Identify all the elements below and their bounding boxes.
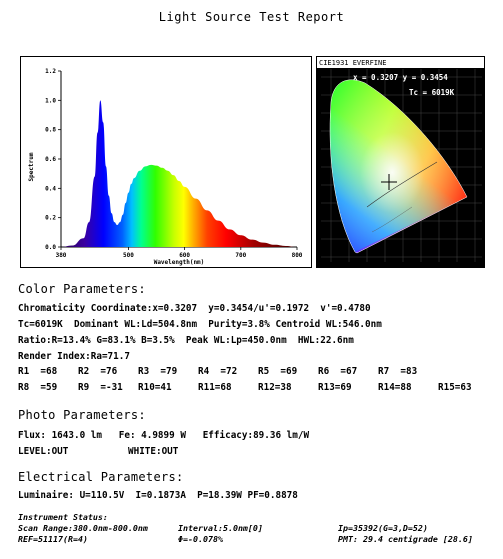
y-tick-label: 1.0 [45,97,56,105]
ri-value: R10=41 [138,382,172,393]
ri-value: R12=38 [258,382,292,393]
luminaire-line: Luminaire: U=110.5V I=0.1873A P=18.39W PF=0.8878 [18,490,298,501]
ri-value: R8 =59 [18,382,58,393]
y-tick-label: 0.8 [45,126,56,134]
level-status: LEVEL:OUT [18,446,69,457]
cie-gamut [317,57,484,267]
ratio-line: Ratio:R=13.4% G=83.1% B=3.5% Peak WL:Lp=450.0nm HWL:22.6nm [18,335,354,346]
y-tick-label: 1.2 [45,68,56,75]
cie-tc-text: Tc = 6019K [409,88,455,97]
instrument-status-heading: Instrument Status: [18,512,108,522]
ip-value: Ip=35392(G=3,D=52) [338,523,428,533]
render-index-line: Render Index:Ra=71.7 [18,351,130,362]
chromaticity-line: Chromaticity Coordinate:x=0.3207 y=0.3454/u'=0.1972 v'=0.4780 [18,303,371,314]
phi-value: Φ=-0.078% [178,534,223,544]
ri-value: R15=63 [438,382,472,393]
y-tick-label: 0.4 [45,185,56,193]
y-tick-label: 0.0 [45,244,56,251]
spectrum-area [61,100,297,247]
scan-range: Scan Range:380.0nm-800.0nm [18,523,148,533]
x-tick-label: 700 [235,252,247,259]
ri-value: R13=69 [318,382,352,393]
cie-coordinate-text: x = 0.3207 y = 0.3454 [353,73,448,82]
color-parameters-heading: Color Parameters: [18,282,146,296]
spectrum-chart-panel [20,56,312,268]
x-tick-label: 500 [123,252,134,259]
ri-value: R1 =68 [18,366,58,377]
y-tick-label: 0.6 [45,156,56,163]
cie-chart [317,57,484,267]
ri-value: R9 =-31 [78,382,123,393]
report-title: Light Source Test Report [158,10,345,24]
photo-parameters-heading: Photo Parameters: [18,408,146,422]
electrical-parameters-heading: Electrical Parameters: [18,470,184,484]
cie-chart-label: CIE1931 EVERFINE [319,59,387,67]
white-status: WHITE:OUT [128,446,179,457]
y-tick-label: 0.2 [45,214,56,222]
ri-value: R5 =69 [258,366,298,377]
ri-value: R11=68 [198,382,232,393]
cie-chart-panel [316,56,485,268]
ri-value: R14=88 [378,382,412,393]
flux-line: Flux: 1643.0 lm Fe: 4.9899 W Efficacy:89.36 lm/W [18,430,310,441]
x-tick-label: 600 [179,252,191,259]
ri-value: R7 =83 [378,366,418,377]
tc-line: Tc=6019K Dominant WL:Ld=504.8nm Purity=3.8% Centroid WL:546.0nm [18,319,382,330]
pmt-value: PMT: 29.4 centigrade [28.6] [338,534,473,544]
ri-value: R2 =76 [78,366,118,377]
x-tick-label: 800 [291,252,303,259]
ri-value: R6 =67 [318,366,358,377]
y-axis-label: Spectrum [28,152,35,182]
interval: Interval:5.0nm[0] [178,523,263,533]
ref-value: REF=51117(R=4) [18,534,88,544]
x-tick-label: 380 [55,252,67,259]
x-axis-label: Wavelength(nm) [153,259,205,266]
spectrum-chart [21,57,311,267]
ri-value: R4 =72 [198,366,238,377]
ri-value: R3 =79 [138,366,178,377]
